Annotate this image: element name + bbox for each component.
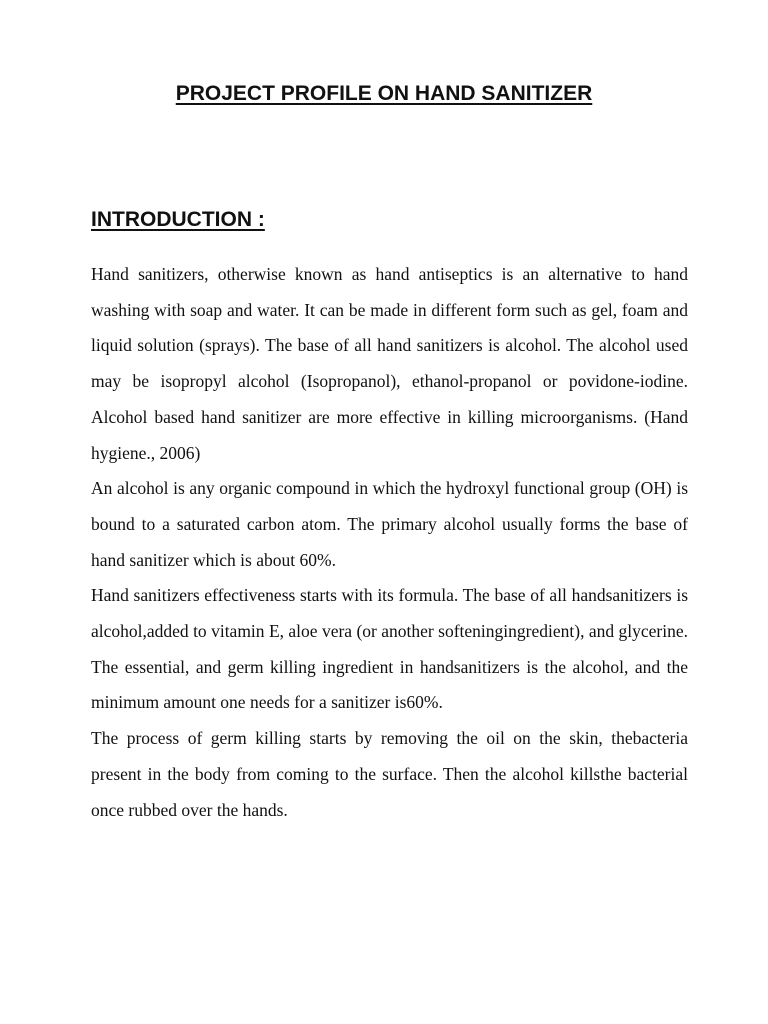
section-heading-introduction: INTRODUCTION : <box>91 208 265 231</box>
document-title <box>0 80 768 108</box>
paragraph-hand-sanitizers-intro: Hand sanitizers, otherwise known as hand antiseptics is an alternative to hand washing with soap and water. It can be made in different form such as gel, foam and liquid solution (sprays). The base of all hand sanitizers is alcohol. The alcohol used may be isopropyl alcohol (Isopropanol), ethanol-propanol or povidone-iodine. Alcohol based hand sanitizer are more effective in killing microorganisms. (Hand hygiene., 2006) <box>91 264 688 463</box>
paragraph-alcohol-definition: An alcohol is any organic compound in which the hydroxyl functional group (OH) is bound to a saturated carbon atom. The primary alcohol usually forms the base of hand sanitizer which is about 60%. <box>91 478 688 570</box>
paragraph-formula-effectiveness: Hand sanitizers effectiveness starts with its formula. The base of all handsanitizers is alcohol,added to vitamin E, aloe vera (or another softeningingredient), and glycerine. The essential, and germ killing ingredient in handsanitizers is the alcohol, and the minimum amount one needs for a sanitizer is60%. <box>91 585 688 713</box>
document-title-text: PROJECT PROFILE ON HAND SANITIZER <box>175 82 593 105</box>
paragraph-germ-killing-process: The process of germ killing starts by removing the oil on the skin, thebacteria present in the body from coming to the surface. Then the alcohol killsthe bacterial once rubbed over the hands. <box>91 728 688 820</box>
document-body <box>91 257 688 828</box>
